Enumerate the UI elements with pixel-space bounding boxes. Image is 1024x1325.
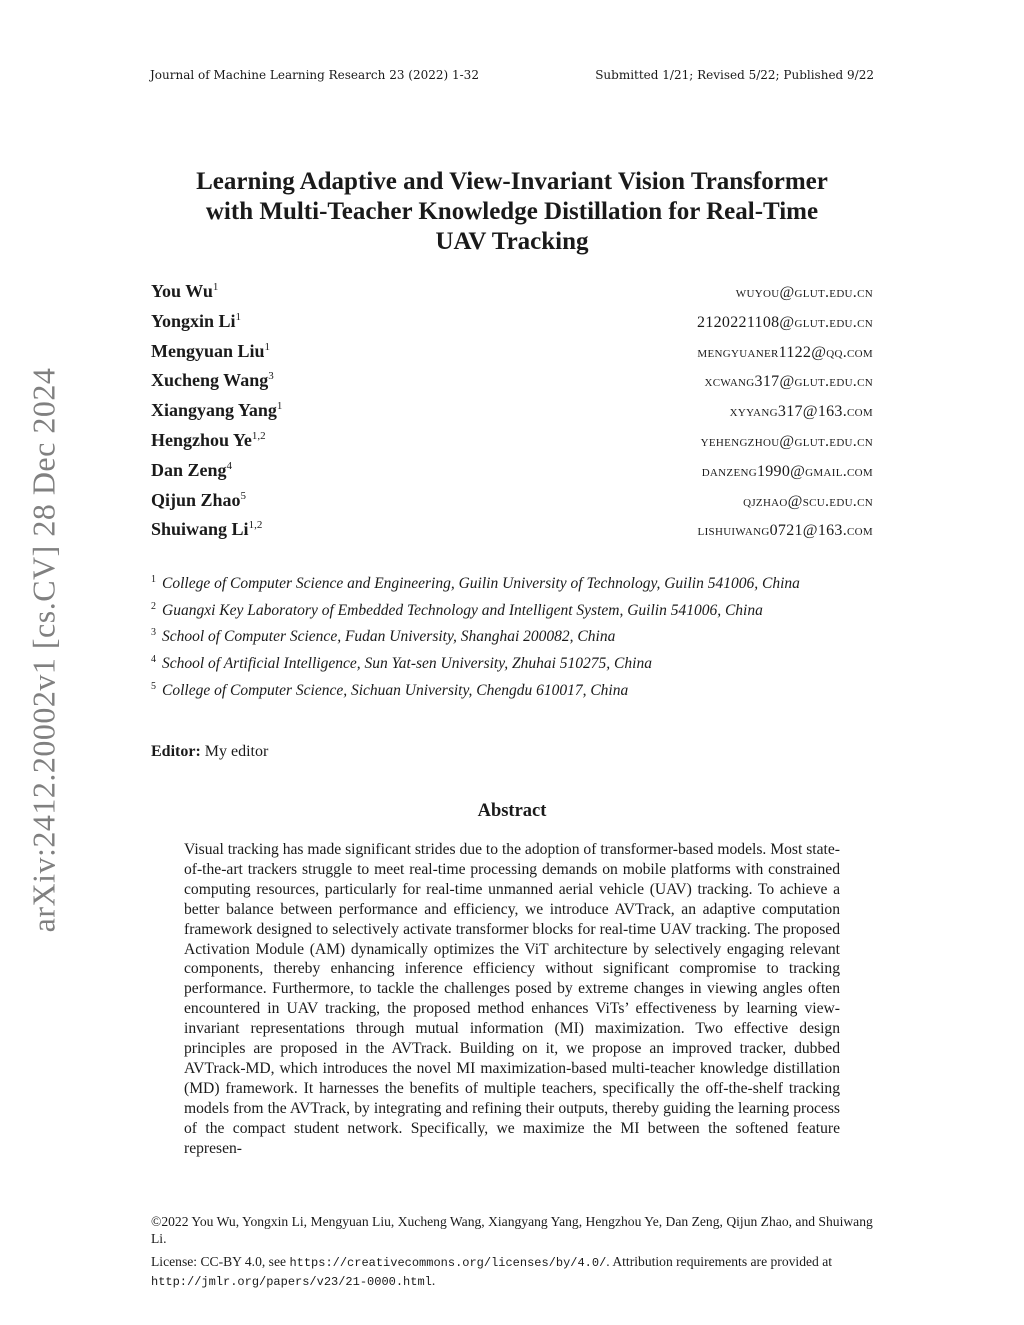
author-list	[151, 281, 873, 549]
author-name: Shuiwang Li$^{1,2}$	[151, 519, 263, 540]
author-name: Hengzhou Ye$^{1,2}$	[151, 429, 266, 450]
author-name: You Wu$^1$	[151, 281, 219, 301]
license-middle: . Attribution requirements are provided at	[606, 1254, 833, 1269]
author-email[interactable]: danzeng1990@gmail.com	[701, 462, 873, 480]
title-line: UAV Tracking	[435, 228, 589, 255]
author-row	[151, 370, 873, 400]
title-line: with Multi-Teacher Knowledge Distillation for Real-Time	[205, 198, 819, 225]
editor-label: Editor:	[151, 743, 201, 760]
author-email[interactable]: qjzhao@scu.edu.cn	[743, 492, 873, 510]
affiliation-text: School of Computer Science, Fudan University, Shanghai 200082, China	[162, 628, 616, 646]
abstract-heading: Abstract	[477, 801, 547, 821]
author-row	[151, 490, 873, 520]
author-name: Mengyuan Liu$^1$	[151, 340, 271, 361]
abstract-text: Visual tracking has made significant strides due to the adoption of transformer-based models. Most state-of-the-art trackers struggle to meet real-time processing demands on mobile platforms with constrained computing resources, particularly for real-time unmanned aerial vehicle (UAV) tracking. To achieve a better balance between performance and efficiency, we introduce AVTrack, an adaptive computation framework designed to selectively activate transformer blocks for real-time UAV tracking. The proposed Activation Module (AM) dynamically optimizes the ViT architecture by selectively engaging relevant components, thereby enhancing inference efficiency without significant compromise to tracking performance. Furthermore, to tackle the challenges posed by extreme changes in viewing angles often encountered in UAV tracking, the proposed method enhances ViTs’ effectiveness by learning view-invariant representations through mutual information (MI) maximization. Two effective design principles are proposed in the AVTrack. Building on it, we propose an improved tracker, dubbed AVTrack-MD, which introduces the novel MI maximization-based multi-teacher knowledge distillation (MD) framework. It harnesses the benefits of multiple teachers, specifically the off-the-shelf tracking models from the AVTrack, by integrating and refining their outputs, thereby guiding the learning process of the compact student network. Specifically, we maximize the MI between the softened feature represen-	[184, 841, 840, 1157]
affiliation-item	[151, 596, 873, 623]
author-row	[151, 430, 873, 460]
author-email[interactable]: mengyuaner1122@qq.com	[697, 343, 873, 361]
affiliation-number: 3	[151, 627, 156, 639]
paper-link[interactable]: http://jmlr.org/papers/v23/21-0000.html	[151, 1275, 432, 1289]
affiliation-list	[151, 569, 873, 702]
author-email[interactable]: lishuiwang0721@163.com	[697, 522, 873, 540]
author-affiliation-mark: 1	[235, 310, 242, 323]
author-row	[151, 311, 873, 341]
author-affiliation-mark: 1	[264, 340, 271, 353]
affiliation-number: 5	[151, 680, 156, 692]
author-affiliation-mark: 3	[268, 370, 274, 383]
author-row	[151, 519, 873, 549]
author-email[interactable]: xyyang317@163.com	[729, 403, 873, 421]
author-row	[151, 400, 873, 430]
author-email[interactable]: yehengzhou@glut.edu.cn	[700, 432, 873, 450]
affiliation-item	[151, 622, 873, 649]
affiliation-item	[151, 569, 873, 596]
affiliation-number: 1	[151, 574, 156, 585]
author-name: Xucheng Wang$^3$	[151, 370, 274, 391]
copyright-notice: ©2022 You Wu, Yongxin Li, Mengyuan Liu, Xucheng Wang, Xiangyang Yang, Hengzhou Ye, Dan Zeng, Qijun Zhao, and Shuiwang Li.	[151, 1214, 873, 1246]
affiliation-text: College of Computer Science, Sichuan University, Chengdu 610017, China	[162, 681, 629, 699]
arxiv-identifier: arXiv:2412.20002v1 [cs.CV] 28 Dec 2024	[25, 367, 62, 933]
license-suffix: .	[431, 1273, 436, 1288]
author-row	[151, 281, 873, 311]
affiliation-text: College of Computer Science and Engineering, Guilin University of Technology, Guilin 541006, China	[162, 575, 800, 593]
author-affiliation-mark: 1,2	[248, 519, 263, 532]
editor-name: My editor	[204, 743, 269, 760]
journal-header: Journal of Machine Learning Research 23 (2022) 1-32	[150, 68, 479, 82]
author-affiliation-mark: 1	[212, 281, 219, 293]
paper-title	[152, 167, 872, 257]
author-email[interactable]: 2120221108@glut.edu.cn	[697, 313, 873, 331]
author-row	[151, 460, 873, 490]
author-affiliation-mark: 1,2	[251, 429, 266, 442]
license-link[interactable]: https://creativecommons.org/licenses/by/4.0/	[289, 1256, 607, 1270]
author-affiliation-mark: 5	[240, 489, 247, 502]
author-name: Yongxin Li$^1$	[151, 310, 242, 331]
affiliation-number: 2	[151, 600, 156, 612]
affiliation-text: Guangxi Key Laboratory of Embedded Technology and Intelligent System, Guilin 541006, China	[162, 601, 763, 619]
editor-line	[151, 743, 268, 761]
affiliation-text: School of Artificial Intelligence, Sun Yat-sen University, Zhuhai 510275, China	[162, 655, 652, 673]
author-name: Xiangyang Yang$^1$	[151, 400, 283, 421]
title-line: Learning Adaptive and View-Invariant Vision Transformer	[196, 168, 828, 195]
author-email[interactable]: xcwang317@glut.edu.cn	[704, 373, 873, 391]
author-affiliation-mark: 1	[276, 400, 283, 413]
submission-dates: Submitted 1/21; Revised 5/22; Published 9/22	[595, 68, 874, 82]
license-prefix: License: CC-BY 4.0, see	[151, 1254, 290, 1269]
affiliation-item	[151, 676, 873, 703]
affiliation-item	[151, 649, 873, 676]
license-notice	[151, 1253, 873, 1291]
affiliation-number: 4	[151, 653, 156, 665]
author-affiliation-mark: 4	[226, 459, 233, 472]
author-row	[151, 341, 873, 371]
author-email[interactable]: wuyou@glut.edu.cn	[735, 284, 873, 301]
author-name: Dan Zeng$^4$	[151, 459, 233, 480]
author-name: Qijun Zhao$^5$	[151, 489, 247, 510]
